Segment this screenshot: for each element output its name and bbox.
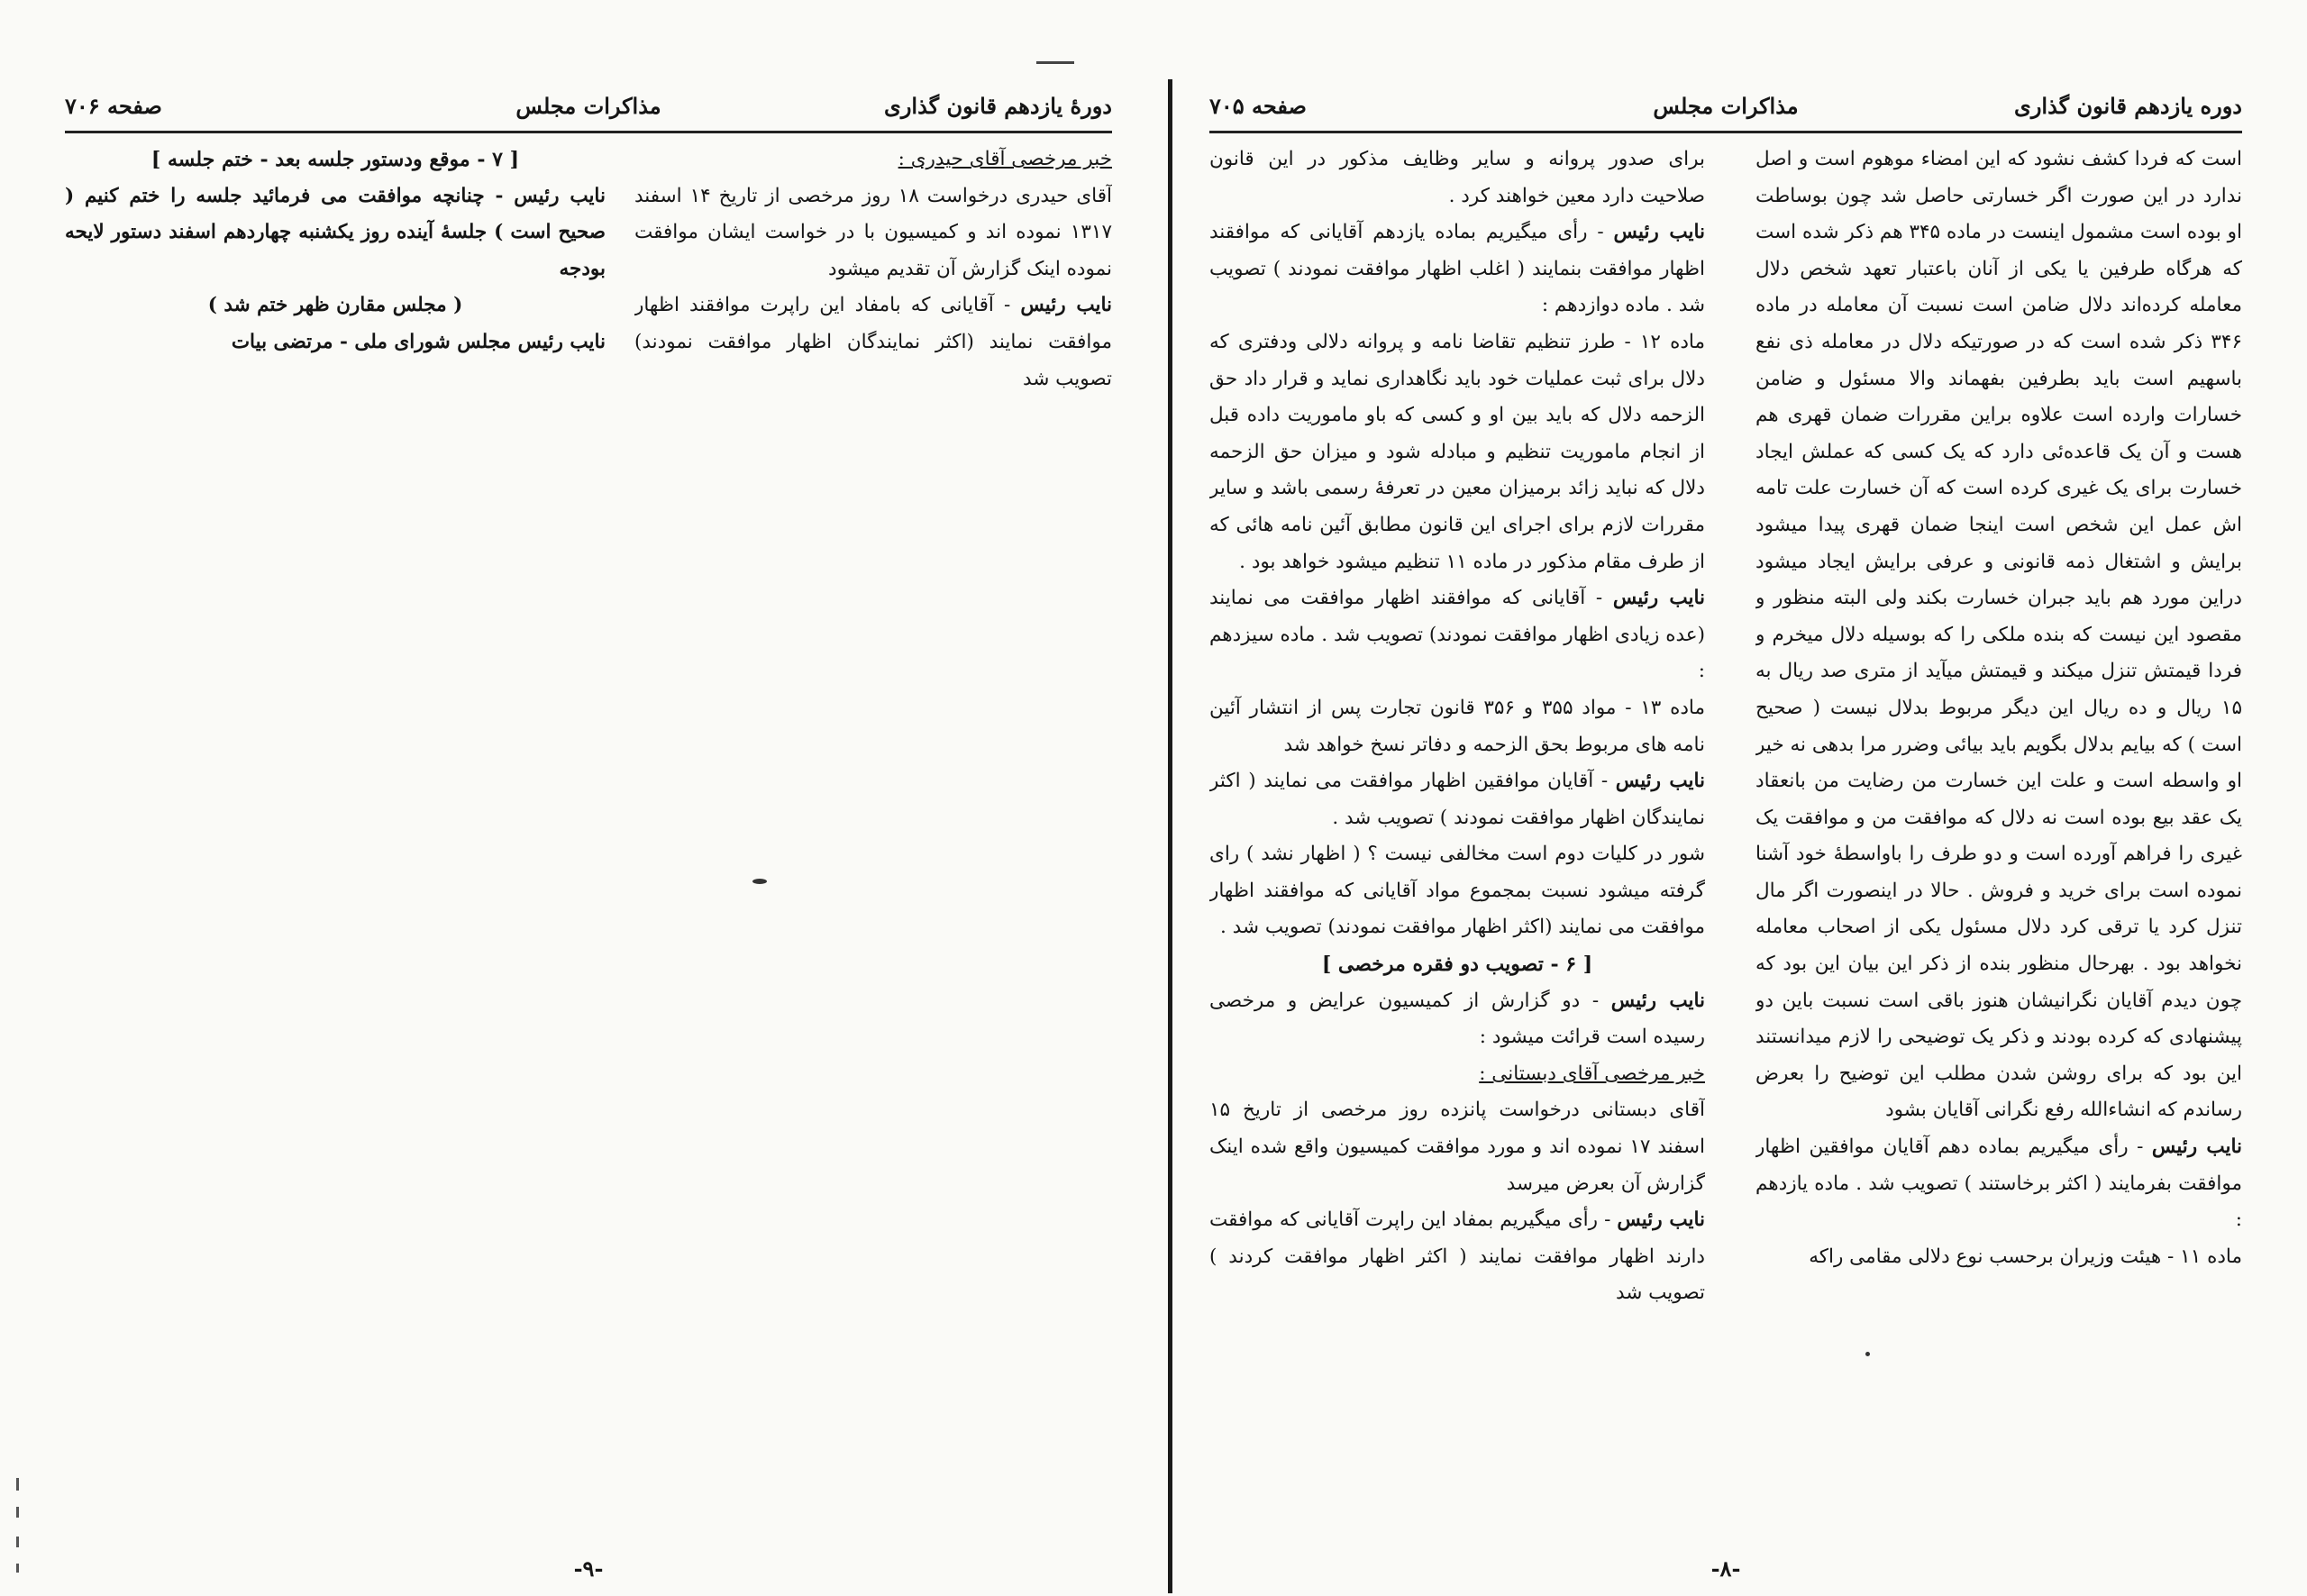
speech-text: - دو گزارش از کمیسیون عرایض و مرخصی رسیده است قرائت میشود : (1209, 989, 1705, 1049)
body-paragraph: آقای دبستانی درخواست پانزده روز مرخصی از تاریخ ۱۵ اسفند ۱۷ نموده اند و مورد موافقت کمیسیون واقع شده اینک گزارش آن بعرض میرسد (1209, 1099, 1705, 1195)
section-heading: [ ۷ - موقع ودستور جلسه بعد - ختم جلسه ] (150, 148, 520, 171)
page-header (65, 86, 1112, 133)
speech-paragraph (634, 287, 1112, 397)
body-paragraph: آقای حیدری درخواست ۱۸ روز مرخصی از تاریخ ۱۴ اسفند ۱۳۱۷ نموده اند و کمیسیون با در خواست ایشان موافقت نموده اینک گزارش آن تقدیم میشود (634, 184, 1112, 280)
right-page (1209, 86, 2242, 1582)
top-scan-mark (1036, 61, 1074, 64)
speech-paragraph (65, 178, 606, 288)
session-end-note: ( مجلس مقارن ظهر ختم شد ) (207, 294, 463, 317)
page-folio: -۸- (1710, 1555, 1741, 1582)
speech-text: - رأی میگیریم بمفاد این راپرت آقایانی که موافقت دارند اظهار موافقت نمایند ( اکثر اظهار موافقت کردند ) تصویب شد (1209, 1208, 1705, 1305)
signature-line: نایب رئیس مجلس شورای ملی - مرتضی بیات (231, 330, 606, 353)
body-paragraph: ماده ۱۲ - طرز تنظیم تقاضا نامه و پروانه دلالی ودفتری که دلال برای ثبت عملیات خود باید نگاهداری نماید و قرار داد حق الزحمه دلال که باید بین او و کسی که باو ماموریت داده قبل از انجام ماموریت تنظیم و مبادله شود و میزان حق الزحمه دلال که نباید زائد برمیزان معین در تعرفهٔ رسمی باشد و سایر مقررات لازم برای اجرای این قانون مطابق آئین نامه هائی که از طرف مقام مذکور در ماده ۱۱ تنظیم میشود خواهد بود . (1209, 330, 1705, 573)
text-column-right (1755, 141, 2242, 1537)
speaker-name: نایب رئیس (1617, 1208, 1705, 1232)
scan-edge-mark (16, 1564, 19, 1573)
speaker-name: نایب رئیس (1610, 989, 1705, 1012)
header-page-number: صفحه ۷۰۵ (1209, 93, 1307, 119)
page-header (1209, 86, 2242, 133)
header-title: مذاکرات مجلس (515, 93, 661, 119)
speaker-name: نایب رئیس (1020, 294, 1112, 317)
speech-text: - آقایان موافقین اظهار موافقت می نمایند ( اکثر نمایندگان اظهار موافقت نمودند ) تصویب شد . (1209, 770, 1705, 829)
body-paragraph: ماده ۱۱ - هیئت وزیران برحسب نوع دلالی مقامی راکه (1809, 1245, 2242, 1268)
book-gutter (1168, 79, 1172, 1593)
speech-paragraph (1209, 983, 1705, 1056)
speech-text: - رأی میگیریم بماده دهم آقایان موافقین اظهار موافقت بفرمایند ( اکثر برخاستند ) تصویب شد . ماده یازدهم : (1755, 1135, 2242, 1232)
header-page-number: صفحه ۷۰۶ (65, 93, 162, 119)
speech-paragraph (1209, 1202, 1705, 1312)
speech-text: - رأی میگیریم بماده یازدهم آقایانی که موافقند اظهار موافقت بنمایند ( اغلب اظهار موافقت نمودند ) تصویب شد . ماده دوازدهم : (1209, 221, 1705, 317)
speech-paragraph (1209, 214, 1705, 324)
speech-text: - آقایانی که بامفاد این راپرت موافقند اظهار موافقت نمایند (اکثر نمایندگان اظهار موافقت نمودند) تصویب شد (634, 294, 1112, 390)
scan-edge-mark (16, 1537, 19, 1547)
speech-text: - چنانچه موافقت می فرمائید جلسه را ختم کنیم ( صحیح است ) جلسهٔ آینده روز یکشنبه چهاردهم اسفند دستور لایحه بودجه (65, 184, 606, 280)
header-session: دوره یازدهم قانون گذاری (2014, 93, 2242, 119)
body-paragraph: است که فردا کشف نشود که این امضاء موهوم است و اصل ندارد در این صورت اگر خسارتی حاصل شد چون بوساطت او بوده است مشمول اینست در ماده ۳۴۵ هم ذکر شده است که هرگاه طرفین یا یکی از آنان باعتبار تعهد شخص دلال معامله کرده‌اند دلال ضامن است نسبت آن معامله در ماده ۳۴۶ ذکر شده است که در صورتیکه دلال در معامله ذی نفع باسهیم است باید بطرفین بفهماند والا مسئول و ضامن خسارات وارده است علاوه براین مقررات ضمان قهری هم هست و آن یک قاعده‌ئی دارد که یک کسی که عملش ایجاد خسارت برای یک غیری کرده است که آن خسارت علت تامه اش عمل این شخص است اینجا ضمان قهری پیدا میشود برایش و اشتغال ذمه قانونی و عرفی برایش ایجاد میشود دراین مورد هم باید جبران خسارت بکند ولی البته منظور و مقصود این نیست که بنده ملکی را که بوسیله دلال میخرم و فردا قیمتش تنزل میکند و قیمتش میآید از متری صد ریال به ۱۵ ریال و ده ریال این دیگر مربوط بدلال نیست ( صحیح است ) که بیایم بدلال بگویم باید بیائی وضرر مرا بدهی نه خیر او واسطه است و علت این خسارت من رضایت من بانعقاد یک عقد بیع بوده است نه دلال که موافقت من و موافقت یک غیری را فراهم آورده است و دو طرف را باواسطهٔ خود آشنا نموده است برای خرید و فروش . حالا در اینصورت اگر مال تنزل کرد یا ترقی کرد دلال مسئول یکی از اصحاب معامله نخواهد بود . بهرحال منظور بنده از ذکر این بیان این بود که چون دیدم آقایان نگرانیشان هنوز باقی است نسبت باین دو پیشنهادی که کرده بودند و ذکر یک توضیحی را لازم میدانستند این بود که برای روشن شدن مطلب این توضیح را بعرض رساندم که انشاءالله رفع نگرانی آقایان بشود (1755, 148, 2242, 1122)
speaker-name: نایب رئیس (1615, 770, 1705, 793)
text-column-right (634, 141, 1112, 1537)
page-folio: -۹- (573, 1555, 604, 1582)
scan-edge-mark (16, 1507, 19, 1518)
speech-paragraph (1209, 763, 1705, 836)
body-paragraph: ماده ۱۳ - مواد ۳۵۵ و ۳۵۶ قانون تجارت پس از انتشار آئین نامه های مربوط بحق الزحمه و دفاتر نسخ خواهد شد (1209, 696, 1705, 756)
body-paragraph: شور در کلیات دوم است مخالفی نیست ؟ ( اظهار نشد ) رای گرفته میشود نسبت بمجموع مواد آقایانی که موافقند اظهار موافقت می نمایند (اکثر اظهار موافقت نمودند) تصویب شد . (1209, 843, 1705, 939)
speech-paragraph (1755, 1129, 2242, 1239)
speaker-name: نایب رئیس (1613, 221, 1705, 244)
subheading: خبر مرخصی آقای حیدری : (898, 148, 1112, 170)
header-title: مذاکرات مجلس (1653, 93, 1799, 119)
speaker-name: نایب رئیس (2151, 1135, 2242, 1159)
left-page (65, 86, 1112, 1582)
subheading: خبر مرخصی آقای دبستانی : (1479, 1062, 1705, 1085)
speech-paragraph (1209, 580, 1705, 690)
header-session: دورهٔ یازدهم قانون گذاری (884, 93, 1112, 119)
speaker-name: نایب رئیس (1612, 587, 1705, 610)
speech-text: - آقایانی که موافقند اظهار موافقت می نمایند (عده زیادی اظهار موافقت نمودند) تصویب شد . ماده سیزدهم : (1209, 587, 1705, 683)
speaker-name: نایب رئیس (514, 184, 606, 207)
scan-edge-mark (16, 1478, 19, 1491)
section-heading: [ ۶ - تصویب دو فقره مرخصی ] (1321, 953, 1593, 977)
body-paragraph: برای صدور پروانه و سایر وظایف مذکور در این قانون صلاحیت دارد معین خواهند کرد . (1209, 148, 1705, 207)
text-column-left (1209, 141, 1705, 1537)
text-column-left (65, 141, 606, 1537)
